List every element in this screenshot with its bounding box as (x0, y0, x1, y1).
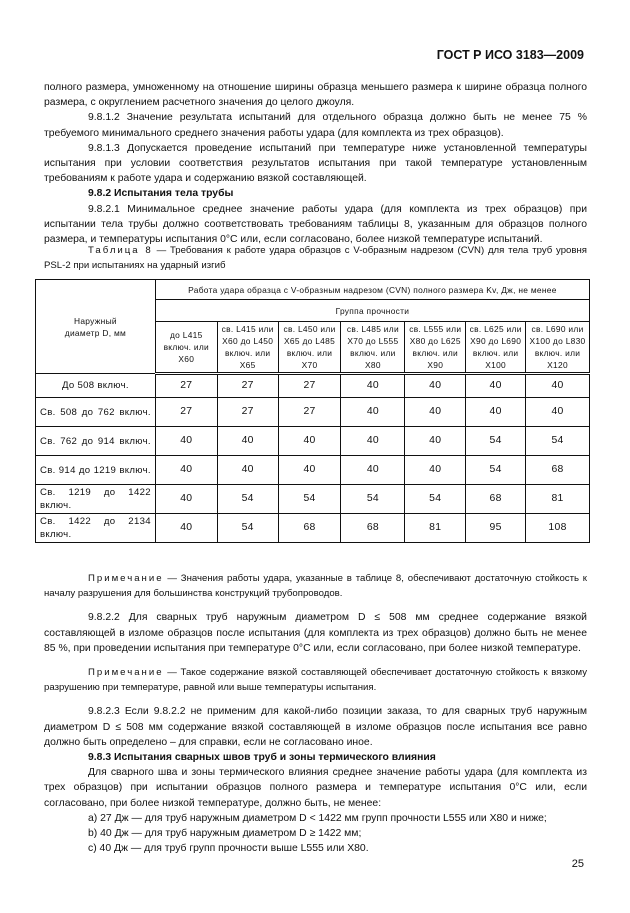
diameter-cell: Св. 1219 до 1422 включ. (36, 485, 156, 514)
value-cell: 27 (278, 398, 341, 427)
value-cell: 27 (278, 374, 341, 398)
paragraph-9-8-1-3: 9.8.1.3 Допускается проведение испытаний при температуре ниже установленной температуры испытания при условии соответствия результатов испытания при такой температуре установленным требованиям к работе удара и содержанию вязкой составляющей. (44, 142, 587, 185)
value-cell: 40 (278, 427, 341, 456)
paragraph: полного размера, умноженному на отношение ширины образца меньшего размера к ширине образца полного размера, с округлением расчетного значения до целого джоуля. (44, 82, 587, 109)
table-row (36, 514, 590, 543)
group-col-header: св. L450 или X65 до L485 включ. или X70 (278, 322, 341, 374)
value-cell: 68 (466, 485, 526, 514)
note-label: Примечание (88, 573, 164, 584)
paragraph-9-8-2-2: 9.8.2.2 Для сварных труб наружным диаметром D ≤ 508 мм среднее содержание вязкой составляющей в изломе образцов после испытания (для комплекта из трех образцов) должно быть не менее 85 %, при проведении испытания при температуре 0°C или, если согласовано, при более низкой температуре. (44, 612, 587, 654)
paragraph-9-8-2-3: 9.8.2.3 Если 9.8.2.2 не применим для какой-либо позиции заказа, то для сварных труб наружным диаметром D ≤ 508 мм содержание вязкой составляющей в изломе образцов после испытания все равно должно быть определено – для справки, если не согласовано иное. (44, 706, 587, 748)
top-text (44, 80, 587, 247)
page-number: 25 (571, 858, 584, 870)
value-cell: 40 (155, 485, 217, 514)
value-cell: 40 (405, 427, 466, 456)
value-cell: 40 (341, 374, 405, 398)
value-cell: 108 (526, 514, 590, 543)
table-caption (44, 243, 587, 273)
value-cell: 40 (405, 456, 466, 485)
table-row (36, 374, 590, 398)
value-cell: 68 (278, 514, 341, 543)
diameter-cell: Св. 914 до 1219 включ. (36, 456, 156, 485)
group-col-header: св. L485 или X70 до L555 включ. или X80 (341, 322, 405, 374)
section-heading-9-8-2: 9.8.2 Испытания тела трубы (88, 188, 234, 200)
value-cell: 54 (405, 485, 466, 514)
list-item-c: c) 40 Дж — для труб групп прочности выше L555 или X80. (88, 843, 369, 855)
caption-label: Таблица 8 (88, 245, 153, 256)
value-cell: 27 (217, 374, 278, 398)
diameter-cell: Св. 1422 до 2134 включ. (36, 514, 156, 543)
value-cell: 68 (341, 514, 405, 543)
note-label: Примечание (88, 667, 164, 679)
value-cell: 54 (278, 485, 341, 514)
value-cell: 40 (341, 398, 405, 427)
bottom-text (44, 571, 587, 856)
group-col-header: до L415 включ. или X60 (155, 322, 217, 374)
value-cell: 54 (217, 514, 278, 543)
value-cell: 81 (405, 514, 466, 543)
group-col-header: св. L625 или X90 до L690 включ. или X100 (466, 322, 526, 374)
impact-energy-table (35, 279, 590, 543)
table-row (36, 398, 590, 427)
value-cell: 27 (155, 374, 217, 398)
diameter-cell: Св. 762 до 914 включ. (36, 427, 156, 456)
value-cell: 68 (526, 456, 590, 485)
value-cell: 40 (405, 398, 466, 427)
value-cell: 40 (526, 398, 590, 427)
table-row (36, 485, 590, 514)
value-cell: 40 (466, 374, 526, 398)
value-cell: 54 (341, 485, 405, 514)
paragraph-9-8-3: Для сварного шва и зоны термического влияния среднее значение работы удара (для комплекта из трех образцов) при испытании образцов полного размера и температуре испытания 0°C или, если согласовано, при более низкой температуре, должно быть, не менее: (44, 767, 587, 809)
group-header: Группа прочности (155, 300, 589, 322)
group-col-header: св. L555 или X80 до L625 включ. или X90 (405, 322, 466, 374)
value-cell: 40 (155, 456, 217, 485)
value-cell: 40 (341, 427, 405, 456)
value-cell: 81 (526, 485, 590, 514)
value-cell: 40 (217, 427, 278, 456)
value-cell: 40 (526, 374, 590, 398)
note-text: — Значения работы удара, указанные в таблице 8, обеспечивают достаточную стойкость к началу разрушения для большинства конструкций трубопроводов. (44, 573, 587, 600)
col-header-diameter: Наружный диаметр D, мм (36, 280, 156, 374)
diameter-cell: До 508 включ. (36, 374, 156, 398)
group-col-header: св. L415 или X60 до L450 включ. или X65 (217, 322, 278, 374)
note-text: — Такое содержание вязкой составляющей обеспечивает достаточную стойкость к вязкому разрушению при температуре, равной или выше температуры испытания. (44, 667, 587, 694)
diameter-cell: Св. 508 до 762 включ. (36, 398, 156, 427)
group-col-header: св. L690 или X100 до L830 включ. или X120 (526, 322, 590, 374)
value-cell: 27 (155, 398, 217, 427)
document-id: ГОСТ Р ИСО 3183—2009 (436, 48, 584, 62)
value-cell: 40 (341, 456, 405, 485)
value-cell: 54 (466, 427, 526, 456)
value-cell: 40 (217, 456, 278, 485)
value-cell: 54 (526, 427, 590, 456)
value-cell: 54 (217, 485, 278, 514)
value-cell: 95 (466, 514, 526, 543)
span-header: Работа удара образца с V-образным надрезом (CVN) полного размера Kv, Дж, не менее (155, 280, 589, 300)
value-cell: 40 (405, 374, 466, 398)
paragraph-9-8-2-1: 9.8.2.1 Минимальное среднее значение работы удара (для комплекта из трех образцов) при испытании тела трубы должно соответствовать требованиям таблицы 8, указанным для образцов полного размера, и температуры испытания 0°C или, если согласовано, более низкой температуре испытаний. (44, 203, 587, 246)
value-cell: 40 (155, 514, 217, 543)
value-cell: 40 (278, 456, 341, 485)
table-row (36, 427, 590, 456)
value-cell: 40 (466, 398, 526, 427)
table-row (36, 456, 590, 485)
value-cell: 54 (466, 456, 526, 485)
list-item-a: a) 27 Дж — для труб наружным диаметром D < 1422 мм групп прочности L555 или X80 и ниже; (88, 812, 547, 824)
list-item-b: b) 40 Дж — для труб наружным диаметром D ≥ 1422 мм; (88, 828, 362, 840)
section-heading-9-8-3: 9.8.3 Испытания сварных швов труб и зоны термического влияния (88, 752, 436, 764)
caption-text: — Требования к работе удара образцов с V-образным надрезом (CVN) для тела труб уровня PSL-2 при испытаниях на ударный изгиб (44, 245, 587, 272)
value-cell: 27 (217, 398, 278, 427)
paragraph-9-8-1-2: 9.8.1.2 Значение результата испытаний для отдельного образца должно быть не менее 75 % требуемого минимального среднего значения работы удара (для комплекта из трех образцов). (44, 112, 587, 139)
value-cell: 40 (155, 427, 217, 456)
